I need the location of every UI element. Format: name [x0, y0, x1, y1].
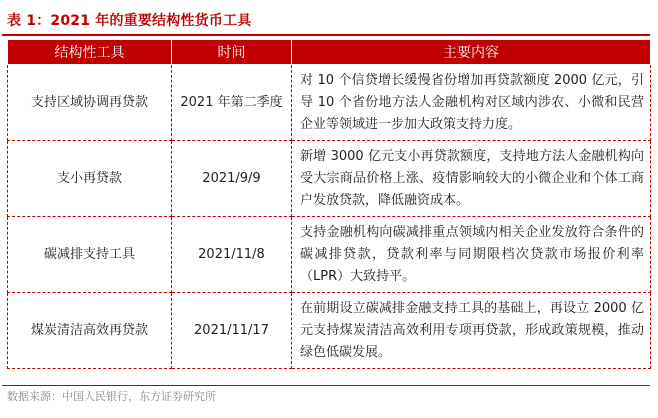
tool-time: 2021/9/9: [202, 171, 261, 186]
source-note: 数据来源：中国人民银行，东方证券研究所: [7, 390, 216, 403]
table-row: [8, 65, 651, 141]
tool-cell: [8, 65, 172, 141]
tool-cell: [8, 141, 172, 217]
tool-content: 对 10 个信贷增长缓慢省份增加再贷款额度 2000 亿元，引导 10 个省份地方法人金融机构对区域内涉农、小微和民营企业等领域进一步加大政策支持力度。: [300, 72, 644, 132]
tool-cell: [8, 293, 172, 369]
tool-name: 支小再贷款: [56, 171, 122, 186]
table-title: 表 1：2021 年的重要结构性货币工具: [7, 13, 252, 29]
tool-name: 煤炭清洁高效再贷款: [30, 323, 148, 338]
content-cell: [292, 293, 651, 369]
tool-time: 2021/11/8: [198, 247, 265, 262]
source-divider: [2, 385, 650, 386]
tool-time: 2021/11/17: [194, 323, 269, 338]
structural-tools-table: [7, 39, 651, 369]
time-cell: [172, 293, 292, 369]
time-cell: [172, 141, 292, 217]
table-header-row: [8, 40, 651, 65]
column-header-time: 时间: [172, 40, 292, 65]
tool-time: 2021 年第二季度: [180, 95, 283, 110]
tool-cell: [8, 217, 172, 293]
tool-name: 支持区域协调再贷款: [30, 95, 148, 110]
time-cell: [172, 65, 292, 141]
column-header-content: 主要内容: [292, 40, 651, 65]
title-divider: [2, 34, 650, 36]
column-header-tool: 结构性工具: [8, 40, 172, 65]
table-row: [8, 141, 651, 217]
tool-content: 支持金融机构向碳减排重点领域内相关企业发放符合条件的碳减排贷款，贷款利率与同期限档次贷款市场报价利率（LPR）大致持平。: [300, 224, 644, 284]
time-cell: [172, 217, 292, 293]
table-row: [8, 217, 651, 293]
tool-content: 在前期设立碳减排金融支持工具的基础上，再设立 2000 亿元支持煤炭清洁高效利用专项再贷款，形成政策规模，推动绿色低碳发展。: [300, 300, 644, 360]
content-cell: [292, 65, 651, 141]
content-cell: [292, 217, 651, 293]
tool-content: 新增 3000 亿元支小再贷款额度，支持地方法人金融机构向受大宗商品价格上涨、疫情影响较大的小微企业和个体工商户发放贷款，降低融资成本。: [300, 148, 644, 208]
table-row: [8, 293, 651, 369]
content-cell: [292, 141, 651, 217]
tool-name: 碳减排支持工具: [43, 247, 135, 262]
